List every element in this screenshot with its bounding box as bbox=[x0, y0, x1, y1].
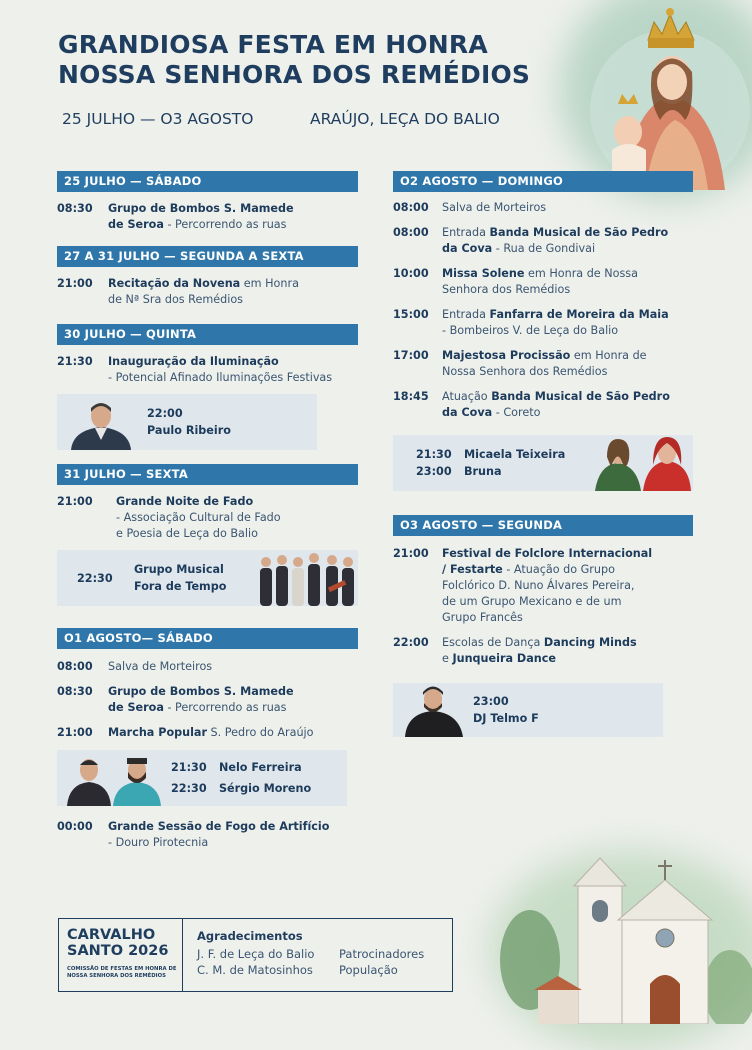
event-row: 21:00 Marcha Popular S. Pedro do Araújo bbox=[57, 726, 314, 739]
artists-photo bbox=[593, 435, 693, 491]
artist-row: 21:30 Nelo Ferreira bbox=[171, 761, 302, 774]
event-row: 10:00 Missa Solene em Honra de Nossa Senhora dos Remédios bbox=[393, 267, 638, 296]
page-title: GRANDIOSA FESTA EM HONRA NOSSA SENHORA DOS REMÉDIOS bbox=[58, 30, 531, 89]
event-row: 00:00 Grande Sessão de Fogo de Artifício - Douro Pirotecnia bbox=[57, 820, 330, 849]
section-30-julho bbox=[57, 324, 358, 450]
artist-name: Grupo Musical bbox=[134, 563, 224, 576]
event-row: 21:00 Grande Noite de Fado - Associação Cultural de Fado e Poesia de Leça do Balio bbox=[57, 495, 281, 540]
artist-name: Fora de Tempo bbox=[134, 580, 227, 593]
artist-name: Paulo Ribeiro bbox=[147, 424, 231, 437]
acknowledgements bbox=[197, 929, 459, 977]
event-row: 08:30 Grupo de Bombos S. Mamede de Seroa - Percorrendo as ruas bbox=[57, 685, 294, 714]
section-heading: 31 JULHO — SEXTA bbox=[57, 464, 358, 485]
virgin-mary-illustration bbox=[590, 0, 752, 190]
thanks-item: Patrocinadores bbox=[339, 947, 425, 961]
artist-band bbox=[393, 683, 663, 737]
artist-row: 22:30 Sérgio Moreno bbox=[171, 782, 312, 795]
event-row: 08:00 Salva de Morteiros bbox=[57, 660, 213, 673]
section-heading: 25 JULHO — SÁBADO bbox=[57, 171, 358, 192]
event-row: 17:00 Majestosa Procissão em Honra de Nossa Senhora dos Remédios bbox=[393, 349, 647, 378]
event-row: 22:00 Escolas de Dança Dancing Minds e Junqueira Dance bbox=[393, 636, 637, 665]
band-photo bbox=[256, 550, 356, 606]
right-column bbox=[393, 171, 693, 737]
section-heading: O3 AGOSTO — SEGUNDA bbox=[393, 515, 693, 536]
section-03-agosto bbox=[393, 515, 693, 737]
artist-row: 23:00 Bruna bbox=[416, 465, 502, 478]
event-row: 21:00 Festival de Folclore Internacional / Festarte - Atuação do Grupo Folclórico D. Nuno Álvares Pereira, de um Grupo Mexicano e de um Grupo Francês bbox=[393, 547, 653, 624]
artist-time: 22:30 bbox=[77, 571, 113, 585]
section-heading: O1 AGOSTO— SÁBADO bbox=[57, 628, 358, 649]
event-row: 15:00 Entrada Fanfarra de Moreira da Maia - Bombeiros V. de Leça do Balio bbox=[393, 308, 669, 337]
event-row: 18:45 Atuação Banda Musical de São Pedro da Cova - Coreto bbox=[393, 390, 670, 419]
section-01-agosto bbox=[57, 628, 358, 851]
section-heading: 30 JULHO — QUINTA bbox=[57, 324, 358, 345]
event-row: 21:00 Recitação da Novena em Honra de Nª Sra dos Remédios bbox=[57, 277, 299, 306]
event-dates: 25 JULHO — O3 AGOSTO bbox=[62, 110, 254, 128]
artist-photo bbox=[393, 683, 473, 737]
event-row: 08:00 Salva de Morteiros bbox=[393, 201, 547, 214]
section-heading: O2 AGOSTO — DOMINGO bbox=[393, 171, 693, 192]
event-location: ARAÚJO, LEÇA DO BALIO bbox=[310, 110, 500, 128]
thanks-heading: Agradecimentos bbox=[197, 929, 303, 943]
thanks-item: C. M. de Matosinhos bbox=[197, 963, 313, 977]
event-row: 08:00 Entrada Banda Musical de São Pedro da Cova - Rua de Gondivai bbox=[393, 226, 669, 255]
section-25-julho bbox=[57, 171, 358, 233]
section-02-agosto bbox=[393, 171, 693, 491]
committee-logo: CARVALHO SANTO 2026 COMISSÃO DE FESTAS EM HONRA DE NOSSA SENHORA DOS REMÉDIOS bbox=[59, 919, 183, 991]
footer-box bbox=[58, 918, 453, 992]
artist-band bbox=[57, 394, 317, 450]
event-row: 08:30 Grupo de Bombos S. Mamede de Seroa - Percorrendo as ruas bbox=[57, 202, 294, 231]
church-illustration bbox=[500, 850, 752, 1024]
artist-time: 22:00 bbox=[147, 407, 183, 420]
artist-name: DJ Telmo F bbox=[473, 712, 539, 725]
thanks-item: J. F. de Leça do Balio bbox=[197, 947, 315, 961]
artists-photo bbox=[57, 750, 169, 806]
left-column bbox=[57, 171, 358, 851]
section-27-31-julho bbox=[57, 246, 358, 308]
artist-band bbox=[57, 550, 358, 606]
artist-row: 21:30 Micaela Teixeira bbox=[416, 448, 566, 461]
artist-time: 23:00 bbox=[473, 695, 509, 708]
artist-photo bbox=[57, 394, 147, 450]
event-row: 21:30 Inauguração da Iluminação - Potencial Afinado Iluminações Festivas bbox=[57, 355, 333, 384]
artist-band bbox=[393, 435, 693, 491]
section-31-julho bbox=[57, 464, 358, 606]
artist-band bbox=[57, 750, 347, 806]
thanks-item: População bbox=[339, 963, 398, 977]
section-heading: 27 A 31 JULHO — SEGUNDA A SEXTA bbox=[57, 246, 358, 267]
